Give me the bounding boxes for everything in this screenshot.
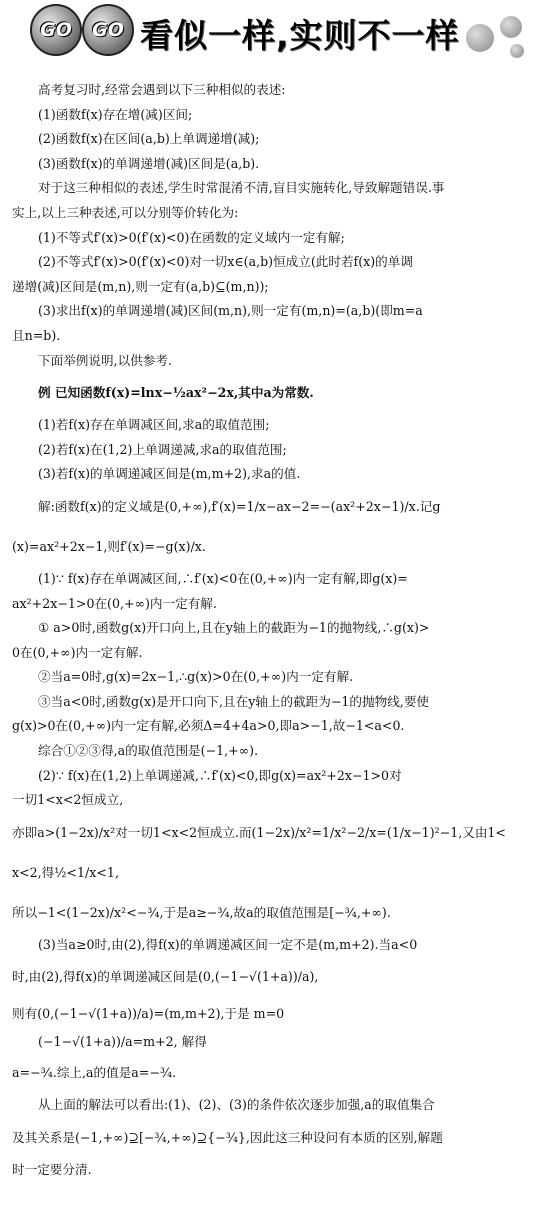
text-line: a=−¾.综上,a的值是a=−¾. — [12, 1065, 177, 1081]
text-line: (x)=ax²+2x−1,则f′(x)=−g(x)/x. — [12, 538, 206, 554]
decorative-circle-icon — [510, 44, 524, 58]
text-line: (1)∵ f(x)存在单调减区间,∴f′(x)<0在(0,+∞)内一定有解,即g(x)= — [38, 570, 408, 586]
text-line: (3)函数f(x)的单调递增(减)区间是(a,b). — [38, 155, 260, 171]
text-line: (3)若f(x)的单调递减区间是(m,m+2),求a的值. — [38, 466, 301, 482]
decorative-circle-icon — [500, 16, 522, 38]
text-line: ②当a=0时,g(x)=2x−1,∴g(x)>0在(0,+∞)内一定有解. — [38, 669, 354, 685]
text-line: (2)不等式f′(x)>0(f′(x)<0)对一切x∈(a,b)恒成立(此时若f(x)的单调 — [38, 254, 413, 270]
text-line: (1)若f(x)存在单调减区间,求a的取值范围; — [38, 417, 270, 433]
text-line: 下面举例说明,以供参考. — [38, 352, 172, 368]
text-line: 综合①②③得,a的取值范围是(−1,+∞). — [38, 743, 259, 759]
text-line: (1)不等式f′(x)>0(f′(x)<0)在函数的定义域内一定有解; — [38, 229, 345, 245]
text-line: 所以−1<(1−2x)/x²<−¾,于是a≥−¾,故a的取值范围是[−¾,+∞). — [12, 904, 391, 920]
text-line: 时,由(2),得f(x)的单调递减区间是(0,(−1−√(1+a))/a), — [12, 969, 319, 985]
decorative-circle-icon — [466, 24, 494, 52]
text-line: ③当a<0时,函数g(x)是开口向下,且在y轴上的截距为−1的抛物线,要使 — [38, 693, 430, 709]
text-line: 及其关系是(−1,+∞)⊇[−¾,+∞)⊇{−¾},因此这三种设问有本质的区别,解题 — [12, 1130, 443, 1146]
text-line: 高考复习时,经常会遇到以下三种相似的表述: — [38, 82, 286, 97]
equation-system-line: (−1−√(1+a))/a=m+2, 解得 — [38, 1034, 207, 1050]
text-line: (3)当a≥0时,由(2),得f(x)的单调递减区间一定不是(m,m+2).当a<0 — [38, 936, 418, 952]
text-line: 从上面的解法可以看出:(1)、(2)、(3)的条件依次逐步加强,a的取值集合 — [38, 1097, 435, 1113]
solution-line: 解:函数f(x)的定义域是(0,+∞),f′(x)=1/x−ax−2=−(ax²+2x−1)/x.记g — [38, 498, 441, 514]
text-line: g(x)>0在(0,+∞)内一定有解,必须Δ=4+4a>0,即a>−1,故−1<a<0. — [12, 718, 405, 734]
text-line: 且n=b). — [12, 327, 61, 343]
text-line: x<2,得½<1/x<1, — [12, 864, 119, 880]
text-line: ① a>0时,函数g(x)开口向上,且在y轴上的截距为−1的抛物线,∴g(x)> — [38, 620, 430, 636]
text-line: 对于这三种相似的表述,学生时常混淆不清,盲目实施转化,导致解题错误.事 — [38, 180, 445, 196]
header-banner — [0, 0, 550, 68]
text-line: (1)函数f(x)存在增(减)区间; — [38, 106, 193, 122]
text-line: 递增(减)区间是(m,n),则一定有(a,b)⊆(m,n)); — [12, 278, 269, 294]
go-logo-icon: GO — [82, 4, 134, 56]
text-line: 时一定要分清. — [12, 1162, 92, 1178]
page-title: 看似一样,实则不一样 — [140, 16, 460, 55]
example-statement: 例 已知函数f(x)=lnx−½ax²−2x,其中a为常数. — [38, 385, 314, 401]
equation-system-line: 则有(0,(−1−√(1+a))/a)=(m,m+2),于是 m=0 — [12, 1006, 285, 1022]
text-line: 亦即a>(1−2x)/x²对一切1<x<2恒成立.而(1−2x)/x²=1/x²−2/x=(1/x−1)²−1,又由1< — [12, 824, 506, 840]
text-line: 一切1<x<2恒成立, — [12, 792, 124, 808]
text-line: ax²+2x−1>0在(0,+∞)内一定有解. — [12, 595, 217, 611]
text-line: 0在(0,+∞)内一定有解. — [12, 644, 143, 660]
article-body — [12, 78, 542, 1228]
text-line: (2)函数f(x)在区间(a,b)上单调递增(减); — [38, 131, 260, 147]
text-line: (2)∵ f(x)在(1,2)上单调递减,∴f′(x)<0,即g(x)=ax²+2x−1>0对 — [38, 767, 402, 783]
text-line: (2)若f(x)在(1,2)上单调递减,求a的取值范围; — [38, 441, 287, 457]
text-line: (3)求出f(x)的单调递增(减)区间(m,n),则一定有(m,n)=(a,b)(即m=a — [38, 303, 423, 319]
text-line: 实上,以上三种表述,可以分别等价转化为: — [12, 204, 239, 220]
go-logo-icon: GO — [30, 4, 82, 56]
